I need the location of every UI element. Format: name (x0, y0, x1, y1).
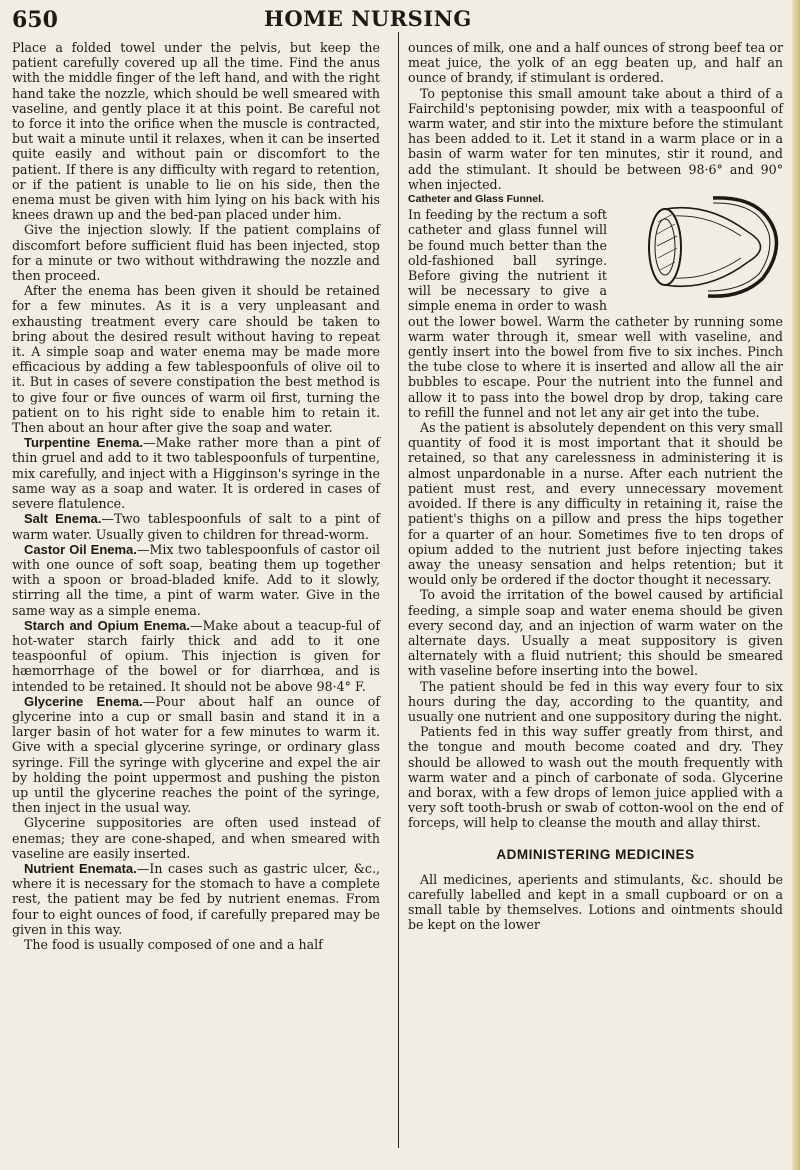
page-number: 650 (12, 7, 58, 33)
run-in-heading: Nutrient Enemata. (24, 860, 137, 876)
paragraph: After the enema has been given it should be retained for a few minutes. As it is a very unpleasant and exhausting treatment every care should be taken to bring about the desired result without having to repeat it. A simple soap and water enema may be made more efficacious by adding a few tablespoonfuls of olive oil to it. But in cases of severe constipation the best method is to give four or five ounces of warm oil first, turning the patient on to his right side to enable him to retain it. Then about an hour after give the soap and water. (12, 283, 380, 436)
paragraph: The food is usually composed of one and a half (24, 936, 323, 952)
left-column (12, 40, 380, 952)
column-divider (398, 32, 399, 1148)
run-in-heading: Turpentine Enema. (24, 435, 144, 451)
figure-caption: Catheter and Glass Funnel. (408, 193, 544, 206)
paragraph-text: —Make rather more than a pint of thin gruel and add to it two tablespoonfuls of turpentine, mix carefully, and inject with a Higginson's syringe in the same way as a soap and water. It is ordered in cases of severe flatulence. (12, 435, 381, 512)
turpentine-enema-paragraph (12, 435, 380, 511)
page-edge (792, 0, 800, 1170)
paragraph: Place a folded towel under the pelvis, but keep the patient carefully covered up all the time. Find the anus with the middle finger of the left hand, and with the right hand take the nozzle, which should be well smeared with vaseline, and gently place it at this point. Be careful not to force it into the orifice when the muscle is contracted, but wait a minute until it relaxes, when it can be inserted quite easily and without pain or discomfort to the patient. If there is any difficulty with regard to retention, or if the patient is unable to lie on his side, then the enema must be given with him lying on his back with his knees drawn up and the bed-pan placed under him. (12, 40, 380, 223)
paragraph-text: In feeding by the rectum a soft catheter and glass funnel will be found much better than the old-fashioned ball syringe. Before giving the nutrient it will be necessary to give a simple enema in order to wash out the lower bowel. Warm the catheter by running some warm water through it, smear well with vaseline, and gently insert into the bowel from five to six inches. Pinch the tube close to where it is inserted and allow all the air bubbles to escape. Pour the nutrient into the funnel and allow it to pass into the bowel drop by drop, taking care to refill the funnel and not let any air get into the tube. (408, 207, 783, 420)
paragraph: To avoid the irritation of the bowel caused by artificial feeding, a simple soap and water enema should be given every second day, and an injection of warm water on the alternate days. Usually a meat suppository is given alternately with a fluid nutrient; this should be smeared with vaseline before inserting into the bowel. (408, 587, 783, 679)
paragraph-text: —Mix two tablespoonfuls of castor oil with one ounce of soft soap, beating them up together with a spoon or broad-bladed knife. Add to it slowly, stirring all the time, a pint of warm water. Give in the same way as a simple enema. (12, 541, 380, 618)
paragraph: To peptonise this small amount take about a third of a Fairchild's peptonising powder, mix with a teaspoonful of warm water, and stir into the mixture before the stimulant has been added to it. Let it stand in a warm place or in a basin of warm water for ten minutes, stir it round, and add the stimulant. It should be between 98·6° and 90° when injected. (408, 85, 783, 192)
run-in-heading: Castor Oil Enema. (24, 541, 137, 557)
glycerine-enema-paragraph (12, 694, 380, 816)
run-in-heading: Glycerine Enema. (24, 693, 143, 709)
paragraph: As the patient is absolutely dependent on this very small quantity of food it is most important that it should be retained, so that any carelessness in administering it is almost unpardonable in a nurse. After each nutrient the patient must rest, and every unnecessary movement avoided. If there is any difficulty in retaining it, raise the patient's thighs on a pillow and press the hips together for a quarter of an hour. Sometimes five to ten drops of opium added to the nutrient just before injecting takes away the uneasy sensation and helps retention; but it would only be ordered if the doctor thought it necessary. (408, 420, 783, 588)
catheter-funnel-figure (613, 192, 783, 302)
paragraph-text: —Two tablespoonfuls of salt to a pint of warm water. Usually given to children for thread-worm. (12, 511, 381, 542)
catheter-illustration (613, 192, 783, 302)
right-column (408, 40, 783, 933)
section-heading: ADMINISTERING MEDICINES (496, 846, 695, 862)
paragraph-text: —Make about a teacup-ful of hot-water starch fairly thick and add to it one teaspoonful of opium. This injection is given for hæmorrhage of the bowel or for diarrhœa, and is intended to be retained. It should not be above 98·4° F. (12, 617, 380, 694)
starch-opium-enema-paragraph (12, 618, 380, 694)
paragraph-text: —In cases such as gastric ulcer, &c., where it is necessary for the stomach to have a complete rest, the patient may be fed by nutrient enemas. From four to eight ounces of food, if carefully prepared may be given in this way. (12, 860, 380, 937)
run-in-heading: Starch and Opium Enema. (24, 617, 190, 633)
paragraph: All medicines, aperients and stimulants, &c. should be carefully labelled and kept in a small cupboard or on a small table by themselves. Lotions and ointments should be kept on the lower (408, 871, 783, 933)
paragraph-text: —Pour about half an ounce of glycerine into a cup or small basin and stand it in a larger basin of hot water for a few minutes to warm it. Give with a special glycerine syringe, or ordinary glass syringe. Fill the syringe with glycerine and expel the air by holding the point uppermost and pushing the piston up until the glycerine reaches the point of the syringe, then inject in the usual way. (12, 693, 380, 816)
paragraph: Give the injection slowly. If the patient complains of discomfort before sufficient fluid has been injected, stop for a minute or two without withdrawing the nozzle and then proceed. (12, 222, 380, 284)
running-head: HOME NURSING (264, 6, 472, 31)
paragraph: ounces of milk, one and a half ounces of strong beef tea or meat juice, the yolk of an egg beaten up, and half an ounce of brandy, if stimulant is ordered. (408, 40, 783, 86)
paragraph: Patients fed in this way suffer greatly from thirst, and the tongue and mouth become coated and dry. They should be allowed to wash out the mouth frequently with warm water and a pinch of carbonate of soda. Glycerine and borax, with a few drops of lemon juice applied with a very soft tooth-brush or swab of cotton-wool on the end of forceps, will help to cleanse the mouth and allay thirst. (408, 724, 783, 831)
salt-enema-paragraph (12, 511, 380, 541)
nutrient-enemata-paragraph (12, 861, 380, 937)
paragraph: Glycerine suppositories are often used instead of enemas; they are cone-shaped, and when smeared with vaseline are easily inserted. (12, 815, 380, 861)
paragraph: The patient should be fed in this way every four to six hours during the day, according to the quantity, and usually one nutrient and one suppository during the night. (408, 678, 783, 724)
run-in-heading: Salt Enema. (24, 511, 102, 527)
castor-oil-enema-paragraph (12, 542, 380, 618)
